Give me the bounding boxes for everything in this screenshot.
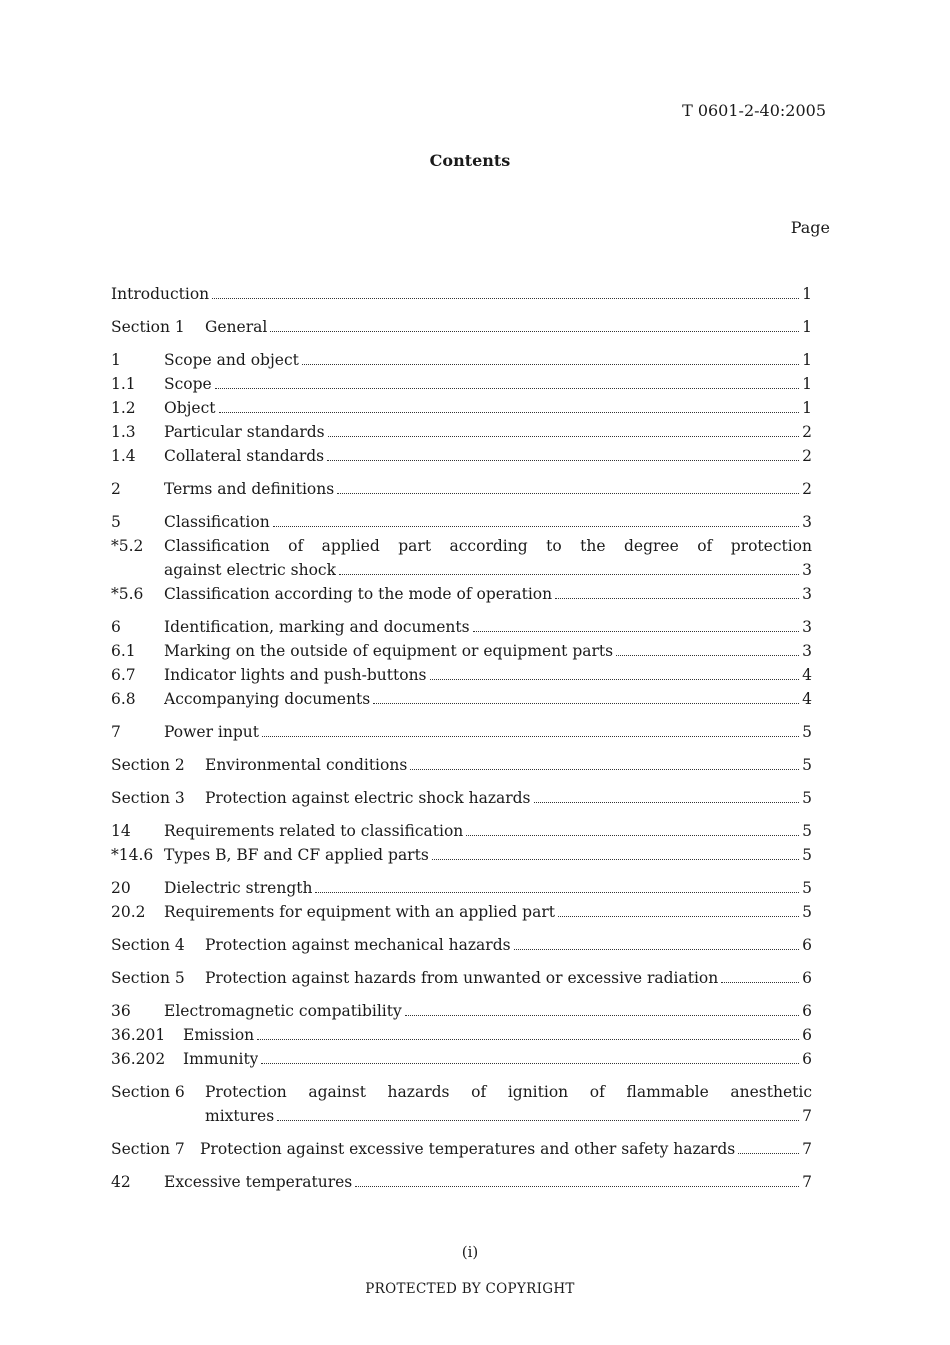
toc-number: 1.2 — [111, 399, 136, 417]
toc-entry-20[interactable] — [111, 876, 812, 900]
toc-page: 2 — [802, 480, 812, 498]
toc-label: Emission — [183, 1026, 255, 1044]
toc-entry-6-7[interactable] — [111, 663, 812, 687]
toc-page: 5 — [802, 846, 812, 864]
toc-entry-section-1[interactable] — [111, 315, 812, 339]
toc-page: 6 — [802, 969, 812, 987]
toc-number: 1.1 — [111, 375, 136, 393]
toc-label: Protection against mechanical hazards — [205, 936, 511, 954]
dot-leader — [337, 493, 799, 494]
toc-entry-section-7[interactable] — [111, 1137, 812, 1161]
dot-leader — [261, 1063, 799, 1064]
toc-page: 4 — [802, 690, 812, 708]
toc-label: Identification, marking and documents — [164, 618, 470, 636]
toc-number: 20.2 — [111, 903, 146, 921]
toc-label: Power input — [164, 723, 259, 741]
toc-label: Protection against excessive temperatures and other safety hazards — [200, 1140, 736, 1158]
toc-label: Immunity — [183, 1050, 259, 1068]
copyright-notice: PROTECTED BY COPYRIGHT — [365, 1281, 575, 1297]
toc-entry-2[interactable] — [111, 477, 812, 501]
toc-page: 1 — [802, 285, 812, 303]
toc-page: 1 — [802, 351, 812, 369]
toc-number: 20 — [111, 879, 131, 897]
toc-entry-7[interactable] — [111, 720, 812, 744]
toc-label: General — [205, 318, 268, 336]
dot-leader — [302, 364, 799, 365]
toc-label: Electromagnetic compatibility — [164, 1002, 402, 1020]
dot-leader — [219, 412, 800, 413]
dot-leader — [616, 655, 799, 656]
dot-leader — [328, 436, 800, 437]
toc-entry-section-5[interactable] — [111, 966, 812, 990]
toc-page: 5 — [802, 903, 812, 921]
dot-leader — [410, 769, 799, 770]
toc-entry-14[interactable] — [111, 819, 812, 843]
toc-page: 6 — [802, 1050, 812, 1068]
dot-leader — [315, 892, 799, 893]
dot-leader — [215, 388, 799, 389]
toc-page: 4 — [802, 666, 812, 684]
toc-entry-1-2[interactable] — [111, 396, 812, 420]
dot-leader — [432, 859, 799, 860]
toc-entry-section-2[interactable] — [111, 753, 812, 777]
toc-entry-section-6-continued[interactable] — [111, 1104, 812, 1128]
toc-number: Section 2 — [111, 756, 185, 774]
toc-entry-introduction[interactable] — [111, 282, 812, 306]
toc-entry-36-201[interactable] — [111, 1023, 812, 1047]
toc-number: 6 — [111, 618, 121, 636]
document-id: T 0601-2-40:2005 — [682, 101, 826, 120]
toc-label: Indicator lights and push-buttons — [164, 666, 427, 684]
footer-page-number: (i) — [461, 1243, 479, 1261]
toc-number: *5.6 — [111, 585, 144, 603]
dot-leader — [277, 1120, 799, 1121]
toc-page: 5 — [802, 822, 812, 840]
toc-entry-14-6[interactable] — [111, 843, 812, 867]
toc-label-continued: mixtures — [205, 1107, 275, 1125]
toc-label: Protection against hazards from unwanted or excessive radiation — [205, 969, 719, 987]
toc-number: 1 — [111, 351, 121, 369]
toc-number: *5.2 — [111, 537, 144, 555]
toc-label: Terms and definitions — [164, 480, 335, 498]
toc-label: Requirements related to classification — [164, 822, 464, 840]
toc-page: 7 — [802, 1140, 812, 1158]
toc-page: 6 — [802, 936, 812, 954]
toc-entry-1-3[interactable] — [111, 420, 812, 444]
toc-label: Protection against electric shock hazards — [205, 789, 531, 807]
toc-number: 2 — [111, 480, 121, 498]
toc-label: Particular standards — [164, 423, 325, 441]
toc-label: Introduction — [111, 285, 210, 303]
toc-page: 5 — [802, 879, 812, 897]
toc-label: Excessive temperatures — [164, 1173, 353, 1191]
dot-leader — [212, 298, 799, 299]
dot-leader — [273, 526, 799, 527]
toc-label-continued: against electric shock — [164, 561, 336, 579]
toc-label: Environmental conditions — [205, 756, 408, 774]
toc-label: Protection against hazards of ignition of flammable anesthetic — [205, 1083, 812, 1101]
toc-number: 6.8 — [111, 690, 136, 708]
toc-label: Dielectric strength — [164, 879, 313, 897]
toc-number: 42 — [111, 1173, 131, 1191]
toc-number: 14 — [111, 822, 131, 840]
toc-page: 3 — [802, 618, 812, 636]
toc-entry-5-6[interactable] — [111, 582, 812, 606]
page-title: Contents — [429, 151, 511, 170]
toc-page: 5 — [802, 723, 812, 741]
toc-number: 36 — [111, 1002, 131, 1020]
toc-page: 5 — [802, 756, 812, 774]
dot-leader — [721, 982, 799, 983]
toc-number: 1.3 — [111, 423, 136, 441]
toc-label: Classification according to the mode of operation — [164, 585, 553, 603]
dot-leader — [558, 916, 799, 917]
dot-leader — [373, 703, 799, 704]
toc-page: 3 — [802, 642, 812, 660]
toc-page: 5 — [802, 789, 812, 807]
toc-page: 1 — [802, 399, 812, 417]
toc-label: Collateral standards — [164, 447, 325, 465]
toc-entry-6[interactable] — [111, 615, 812, 639]
toc-number: Section 3 — [111, 789, 185, 807]
dot-leader — [257, 1039, 799, 1040]
toc-entry-5-2[interactable] — [111, 534, 812, 558]
toc-page: 2 — [802, 447, 812, 465]
dot-leader — [339, 574, 799, 575]
page-column-label: Page — [790, 218, 830, 237]
toc-label: Accompanying documents — [164, 690, 371, 708]
toc-entry-6-1[interactable] — [111, 639, 812, 663]
toc-entry-section-4[interactable] — [111, 933, 812, 957]
toc-page: 6 — [802, 1026, 812, 1044]
toc-page: 3 — [802, 585, 812, 603]
toc-entry-1-1[interactable] — [111, 372, 812, 396]
table-of-contents — [111, 282, 812, 1194]
toc-number: Section 4 — [111, 936, 185, 954]
toc-number: 5 — [111, 513, 121, 531]
toc-page: 1 — [802, 318, 812, 336]
toc-entry-42[interactable] — [111, 1170, 812, 1194]
dot-leader — [327, 460, 799, 461]
toc-label: Object — [164, 399, 216, 417]
dot-leader — [473, 631, 800, 632]
toc-entry-36-202[interactable] — [111, 1047, 812, 1071]
toc-number: 1.4 — [111, 447, 136, 465]
toc-number: 6.7 — [111, 666, 136, 684]
toc-entry-5[interactable] — [111, 510, 812, 534]
toc-number: 6.1 — [111, 642, 136, 660]
toc-label: Requirements for equipment with an applied part — [164, 903, 555, 921]
toc-label: Classification — [164, 513, 270, 531]
toc-entry-6-8[interactable] — [111, 687, 812, 711]
toc-label: Types B, BF and CF applied parts — [164, 846, 429, 864]
toc-page: 2 — [802, 423, 812, 441]
dot-leader — [466, 835, 799, 836]
dot-leader — [555, 598, 799, 599]
toc-entry-5-2-continued[interactable] — [111, 558, 812, 582]
dot-leader — [738, 1153, 799, 1154]
toc-number: 36.202 — [111, 1050, 166, 1068]
toc-entry-1-4[interactable] — [111, 444, 812, 468]
toc-entry-section-6[interactable] — [111, 1080, 812, 1104]
toc-label: Marking on the outside of equipment or equipment parts — [164, 642, 614, 660]
toc-label: Scope — [164, 375, 212, 393]
toc-number: Section 5 — [111, 969, 185, 987]
toc-entry-36[interactable] — [111, 999, 812, 1023]
toc-entry-section-3[interactable] — [111, 786, 812, 810]
toc-number: *14.6 — [111, 846, 154, 864]
dot-leader — [270, 331, 799, 332]
toc-entry-20-2[interactable] — [111, 900, 812, 924]
toc-page: 6 — [802, 1002, 812, 1020]
toc-number: Section 1 — [111, 318, 185, 336]
dot-leader — [534, 802, 800, 803]
toc-entry-1[interactable] — [111, 348, 812, 372]
toc-page: 3 — [802, 561, 812, 579]
toc-label: Scope and object — [164, 351, 299, 369]
toc-number: 7 — [111, 723, 121, 741]
toc-page: 3 — [802, 513, 812, 531]
toc-page: 1 — [802, 375, 812, 393]
dot-leader — [405, 1015, 799, 1016]
toc-number: Section 6 — [111, 1083, 185, 1101]
toc-number: Section 7 — [111, 1140, 185, 1158]
toc-page: 7 — [802, 1107, 812, 1125]
toc-label: Classification of applied part according to the degree of protection — [164, 537, 812, 555]
toc-number: 36.201 — [111, 1026, 166, 1044]
toc-page: 7 — [802, 1173, 812, 1191]
dot-leader — [514, 949, 800, 950]
dot-leader — [430, 679, 800, 680]
dot-leader — [355, 1186, 799, 1187]
dot-leader — [262, 736, 799, 737]
